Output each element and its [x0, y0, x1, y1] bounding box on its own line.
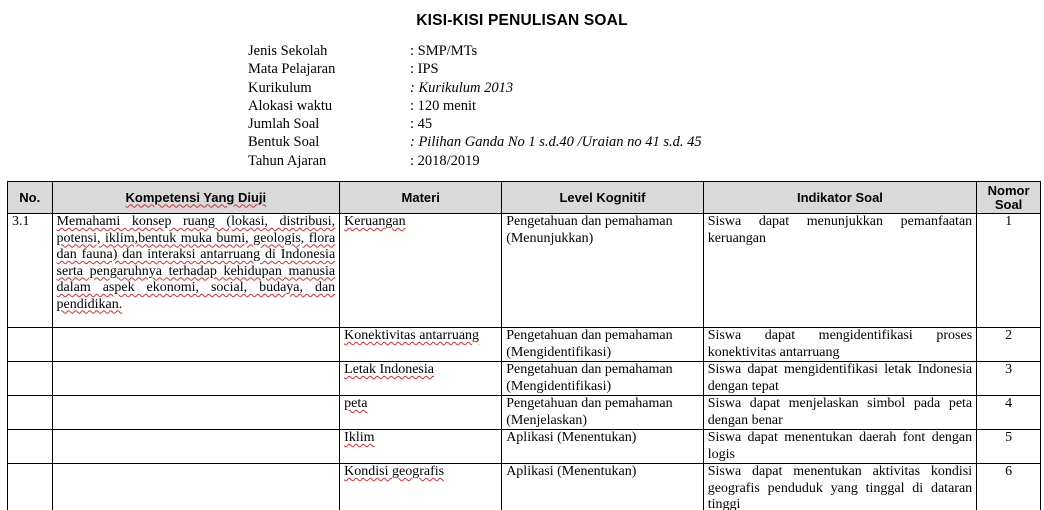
table-row: [8, 396, 1041, 430]
cell-kompetensi: Memahami konsep ruang (lokasi, distribusi, potensi, iklim,bentuk muka bumi, geologis, flora dan fauna) dan interaksi antarruang di Indonesia serta pengaruhnya terhadap kehidupan manusia dalam aspek ekonomi, social, budaya, dan pendidikan.: [52, 214, 340, 328]
meta-label: Mata Pelajaran: [248, 61, 336, 78]
cell-level: Aplikasi (Menentukan): [502, 464, 704, 510]
meta-label: Bentuk Soal: [248, 134, 320, 151]
header-materi: Materi: [340, 182, 502, 214]
cell-nomor: 4: [977, 396, 1041, 430]
meta-value: : 120 menit: [410, 97, 477, 114]
header-kompetensi: [52, 182, 340, 214]
header-nomor: Nomor Soal: [977, 182, 1041, 214]
cell-level: Pengetahuan dan pemahaman (Menunjukkan): [502, 214, 704, 328]
meta-row-bentuk-soal: [248, 133, 702, 151]
header-kompetensi-label: Kompetensi Yang Diuji: [125, 189, 267, 205]
cell-no: 3.1: [8, 214, 53, 328]
kisi-kisi-table: [7, 181, 1041, 510]
cell-materi: Kondisi geografis: [340, 464, 502, 510]
header-indikator: Indikator Soal: [703, 182, 976, 214]
cell-indikator: Siswa dapat mengidentifikasi letak Indonesia dengan tepat: [703, 362, 976, 396]
cell-indikator: Siswa dapat mengidentifikasi proses konektivitas antarruang: [703, 328, 976, 362]
cell-no: [8, 396, 53, 430]
cell-materi: peta: [340, 396, 502, 430]
header-no: No.: [8, 182, 53, 214]
cell-materi: Keruangan: [340, 214, 502, 328]
table-header-row: [8, 182, 1041, 214]
table-row: [8, 328, 1041, 362]
cell-kompetensi: [52, 328, 340, 362]
cell-nomor: 3: [977, 362, 1041, 396]
cell-materi: Letak Indonesia: [340, 362, 502, 396]
cell-indikator: Siswa dapat menjelaskan simbol pada peta dengan benar: [703, 396, 976, 430]
table-row: [8, 362, 1041, 396]
meta-row-jenis-sekolah: [248, 42, 702, 60]
table-row: [8, 214, 1041, 328]
header-level: Level Kognitif: [502, 182, 704, 214]
meta-label: Kurikulum: [248, 79, 312, 96]
table-row: [8, 430, 1041, 464]
cell-nomor: 2: [977, 328, 1041, 362]
cell-no: [8, 430, 53, 464]
cell-level: Pengetahuan dan pemahaman (Mengidentifikasi): [502, 328, 704, 362]
document-meta: [248, 42, 702, 170]
cell-kompetensi: [52, 396, 340, 430]
cell-kompetensi: [52, 430, 340, 464]
meta-value: : Pilihan Ganda No 1 s.d.40 /Uraian no 41 s.d. 45: [410, 134, 702, 151]
meta-row-jumlah-soal: [248, 115, 702, 133]
table-row: [8, 464, 1041, 510]
meta-value: : IPS: [410, 61, 439, 78]
meta-value: : SMP/MTs: [410, 43, 478, 59]
cell-indikator: Siswa dapat menunjukkan pemanfaatan keruangan: [703, 214, 976, 328]
cell-materi: Konektivitas antarruang: [340, 328, 502, 362]
cell-no: [8, 464, 53, 510]
cell-nomor: 6: [977, 464, 1041, 510]
meta-row-tahun-ajaran: [248, 152, 702, 170]
cell-level: Aplikasi (Menentukan): [502, 430, 704, 464]
meta-row-alokasi-waktu: [248, 97, 702, 115]
cell-nomor: 1: [977, 214, 1041, 328]
meta-label: Jenis Sekolah: [248, 43, 328, 59]
meta-row-mata-pelajaran: [248, 60, 702, 78]
cell-indikator: Siswa dapat menentukan aktivitas kondisi geografis penduduk yang tinggal di dataran tinggi: [703, 464, 976, 510]
cell-no: [8, 362, 53, 396]
cell-materi: Iklim: [340, 430, 502, 464]
meta-value: : Kurikulum 2013: [410, 79, 514, 96]
cell-no: [8, 328, 53, 362]
cell-indikator: Siswa dapat menentukan daerah font dengan logis: [703, 430, 976, 464]
meta-label: Tahun Ajaran: [248, 152, 327, 169]
meta-value: : 45: [410, 116, 433, 133]
cell-kompetensi: [52, 362, 340, 396]
meta-label: Jumlah Soal: [248, 116, 320, 133]
document-title: KISI-KISI PENULISAN SOAL: [416, 12, 628, 29]
meta-row-kurikulum: [248, 79, 702, 97]
cell-level: Pengetahuan dan pemahaman (Mengidentifikasi): [502, 362, 704, 396]
cell-kompetensi: [52, 464, 340, 510]
cell-nomor: 5: [977, 430, 1041, 464]
meta-value: : 2018/2019: [410, 152, 480, 169]
meta-label: Alokasi waktu: [248, 97, 333, 114]
cell-level: Pengetahuan dan pemahaman (Menjelaskan): [502, 396, 704, 430]
